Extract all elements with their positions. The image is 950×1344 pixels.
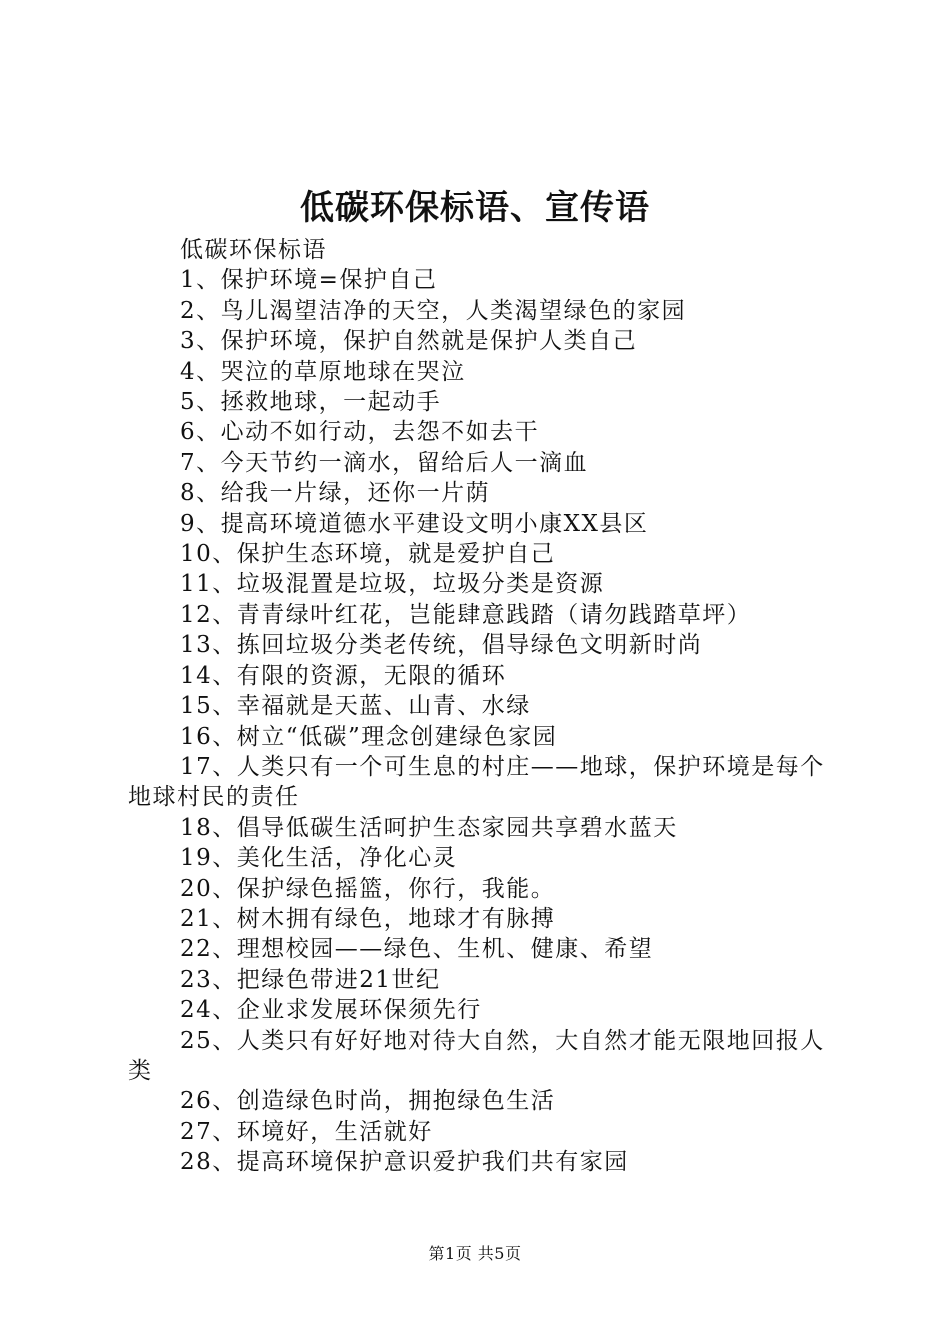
page-footer: 第1页 共5页: [428, 1244, 522, 1263]
slogan-item: 10、保护生态环境，就是爱护自己: [180, 541, 556, 568]
slogan-item: 19、美化生活，净化心灵: [180, 845, 458, 872]
document-title: 低碳环保标语、宣传语: [300, 188, 650, 228]
slogan-item: 27、环境好，生活就好: [180, 1118, 433, 1145]
slogan-item: 14、有限的资源，无限的循环: [180, 662, 507, 689]
slogan-item: 22、理想校园——绿色、生机、健康、希望: [180, 936, 654, 963]
slogan-item: 24、企业求发展环保须先行: [180, 997, 482, 1024]
slogan-item: 13、拣回垃圾分类老传统，倡导绿色文明新时尚: [180, 632, 703, 659]
slogan-item: 4、哭泣的草原地球在哭泣: [180, 358, 466, 385]
slogan-item: 26、创造绿色时尚，拥抱绿色生活: [180, 1088, 556, 1115]
slogan-item: 1、保护环境=保护自己: [180, 267, 438, 294]
slogan-item: 7、今天节约一滴水，留给后人一滴血: [180, 449, 589, 476]
slogan-item: 23、把绿色带进21世纪: [180, 966, 441, 993]
slogan-item: 16、树立“低碳”理念创建绿色家园: [180, 723, 558, 750]
section-heading: 低碳环保标语: [180, 237, 327, 263]
slogan-item: 15、幸福就是天蓝、山青、水绿: [180, 693, 531, 720]
slogan-item: 21、树木拥有绿色，地球才有脉搏: [180, 905, 556, 932]
slogan-item: 11、垃圾混置是垃圾，垃圾分类是资源: [180, 571, 605, 598]
slogan-item: 9、提高环境道德水平建设文明小康XX县区: [180, 510, 649, 537]
slogan-item: 8、给我一片绿，还你一片荫: [180, 480, 491, 507]
slogan-item: 2、鸟儿渴望洁净的天空，人类渴望绿色的家园: [180, 297, 687, 324]
slogan-item: 20、保护绿色摇篮，你行，我能。: [180, 875, 556, 902]
document-body: [128, 235, 838, 1178]
slogan-item: 28、提高环境保护意识爱护我们共有家园: [180, 1149, 629, 1176]
slogan-item: 17、人类只有一个可生息的村庄——地球，保护环境是每个地球村民的责任: [128, 753, 825, 811]
slogan-item: 12、青青绿叶红花，岂能肆意践踏（请勿践踏草坪）: [180, 601, 752, 628]
slogan-item: 25、人类只有好好地对待大自然，大自然才能无限地回报人类: [128, 1027, 825, 1084]
slogan-item: 6、心动不如行动，去怨不如去干: [180, 419, 540, 446]
slogan-item: 5、拯救地球，一起动手: [180, 389, 442, 416]
slogan-item: 3、保护环境，保护自然就是保护人类自己: [180, 328, 638, 355]
slogan-item: 18、倡导低碳生活呵护生态家园共享碧水蓝天: [180, 814, 678, 841]
